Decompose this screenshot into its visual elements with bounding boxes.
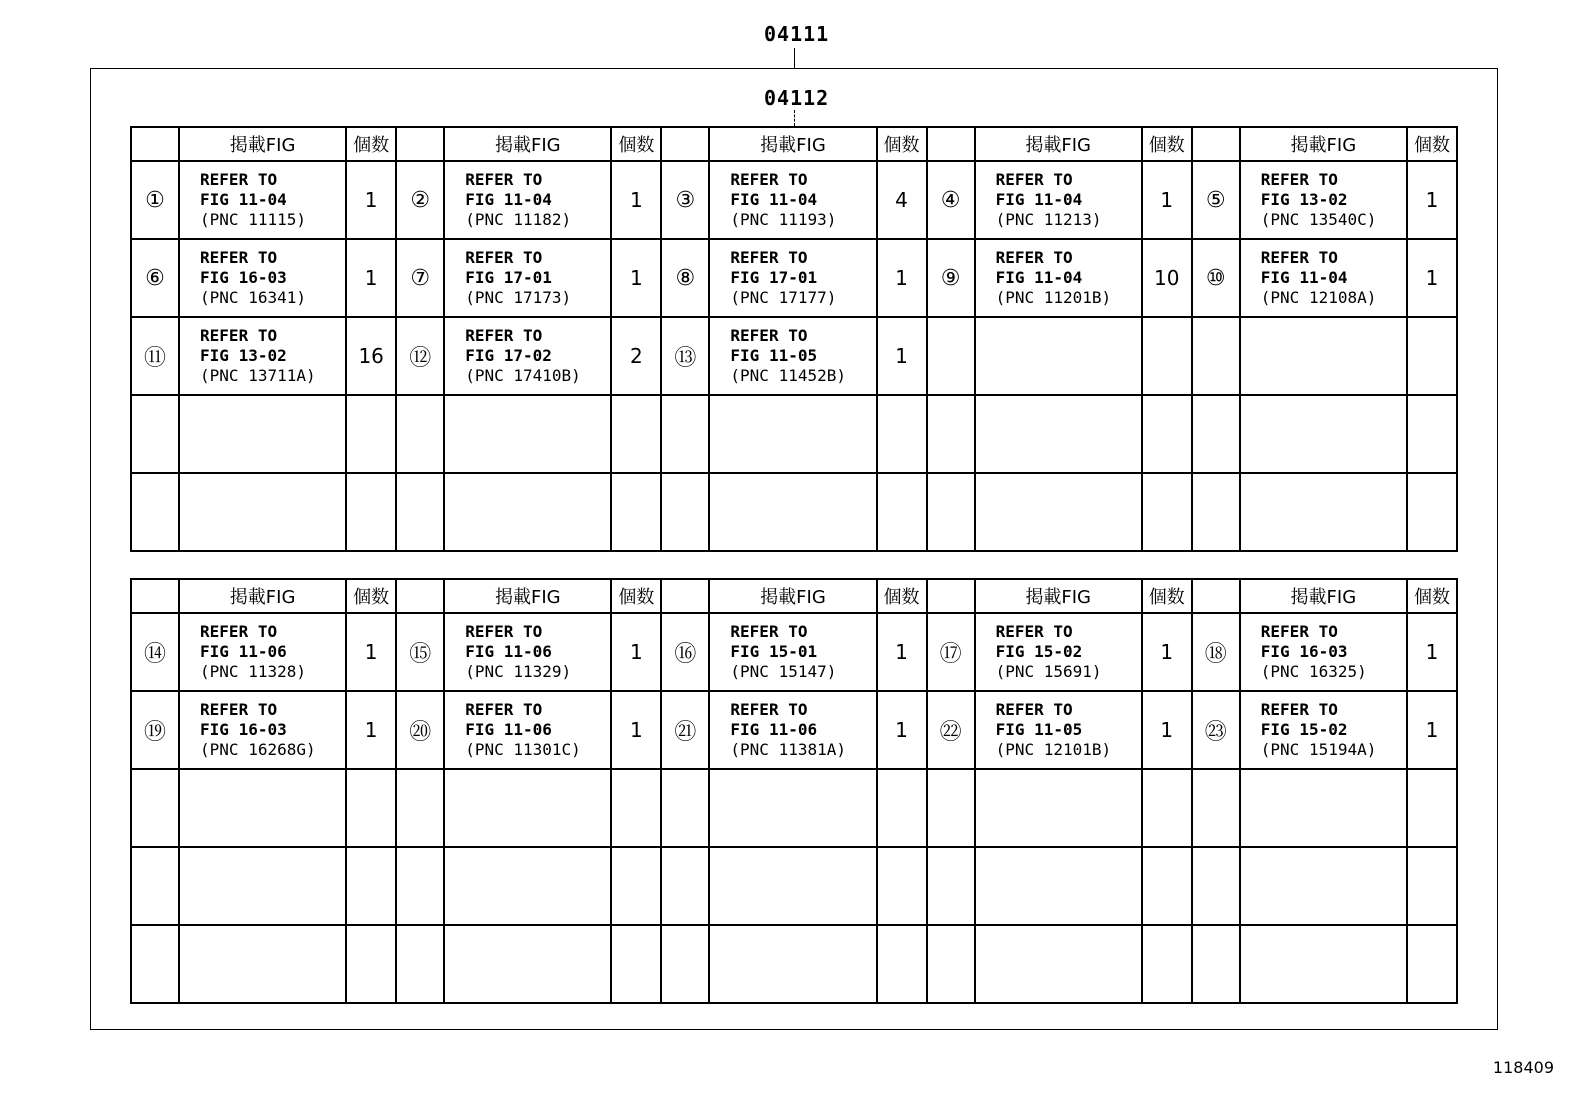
reference-line: REFER TO [465, 622, 543, 641]
quantity-cell [1407, 317, 1457, 395]
table-row [131, 239, 1457, 317]
reference-line: REFER TO [1260, 248, 1338, 267]
reference-cell [975, 161, 1142, 239]
header-fig-cell: 掲載FIG [709, 579, 876, 613]
quantity-cell: 1 [1407, 239, 1457, 317]
quantity-cell: 1 [346, 613, 396, 691]
callout-number [131, 395, 179, 473]
pnc-line: (PNC 11115) [200, 210, 306, 229]
reference-line: REFER TO [200, 326, 278, 345]
header-num-cell [927, 579, 975, 613]
callout-number: ㉑ [661, 691, 709, 769]
reference-cell [975, 613, 1142, 691]
reference-cell [1240, 317, 1407, 395]
reference-cell [179, 691, 346, 769]
reference-line: REFER TO [730, 326, 808, 345]
header-num-cell [661, 127, 709, 161]
reference-cell [179, 395, 346, 473]
table-row [131, 473, 1457, 551]
figure-line: FIG 11-06 [200, 642, 287, 661]
reference-cell [179, 769, 346, 847]
callout-number: ⑭ [131, 613, 179, 691]
quantity-cell [346, 925, 396, 1003]
header-qty-cell: 個数 [1407, 127, 1457, 161]
reference-line: REFER TO [730, 170, 808, 189]
figure-line: FIG 16-03 [200, 720, 287, 739]
header-qty-cell: 個数 [1407, 579, 1457, 613]
header-fig-cell: 掲載FIG [1240, 579, 1407, 613]
quantity-cell [1142, 769, 1192, 847]
callout-number: ㉒ [927, 691, 975, 769]
quantity-cell [346, 395, 396, 473]
callout-number [1192, 395, 1240, 473]
quantity-cell: 16 [346, 317, 396, 395]
figure-line: FIG 17-01 [465, 268, 552, 287]
table-row [131, 161, 1457, 239]
pnc-line: (PNC 13711A) [200, 366, 316, 385]
callout-number [131, 847, 179, 925]
reference-cell [975, 769, 1142, 847]
reference-cell [179, 161, 346, 239]
callout-number: ㉓ [1192, 691, 1240, 769]
assembly-label-04111: 04111 [764, 22, 830, 46]
reference-line: REFER TO [995, 700, 1073, 719]
figure-line: FIG 11-06 [465, 720, 552, 739]
figure-line: FIG 11-05 [730, 346, 818, 365]
reference-cell [444, 395, 611, 473]
reference-cell [1240, 161, 1407, 239]
header-fig-cell: 掲載FIG [709, 127, 876, 161]
reference-line: REFER TO [465, 248, 543, 267]
callout-number [131, 473, 179, 551]
reference-line: REFER TO [1260, 622, 1338, 641]
reference-cell [179, 847, 346, 925]
reference-cell [444, 161, 611, 239]
figure-line: FIG 11-05 [995, 720, 1083, 739]
callout-number: ⑨ [927, 239, 975, 317]
quantity-cell: 4 [877, 161, 927, 239]
reference-line: REFER TO [200, 622, 278, 641]
quantity-cell [611, 769, 661, 847]
pnc-line: (PNC 11201B) [995, 288, 1112, 307]
pnc-line: (PNC 16341) [200, 288, 306, 307]
quantity-cell [1142, 473, 1192, 551]
header-num-cell [927, 127, 975, 161]
callout-number: ⑮ [396, 613, 444, 691]
reference-cell [975, 691, 1142, 769]
quantity-cell [877, 847, 927, 925]
reference-line: REFER TO [200, 700, 278, 719]
callout-number [927, 317, 975, 395]
header-qty-cell: 個数 [346, 579, 396, 613]
figure-line: FIG 11-04 [465, 190, 552, 209]
header-fig-cell: 掲載FIG [444, 579, 611, 613]
quantity-cell [1142, 925, 1192, 1003]
header-qty-cell: 個数 [611, 127, 661, 161]
figure-line: FIG 11-04 [1260, 268, 1348, 287]
pnc-line: (PNC 11452B) [730, 366, 846, 385]
header-qty-cell: 個数 [877, 579, 927, 613]
header-num-cell [396, 579, 444, 613]
illustration-number: 118409 [1492, 1058, 1554, 1077]
callout-number: ⑧ [661, 239, 709, 317]
reference-cell [1240, 925, 1407, 1003]
reference-cell [1240, 613, 1407, 691]
callout-number [1192, 925, 1240, 1003]
quantity-cell [1407, 925, 1457, 1003]
callout-number [1192, 473, 1240, 551]
pnc-line: (PNC 17410B) [465, 366, 581, 385]
reference-line: REFER TO [465, 326, 543, 345]
reference-cell [709, 161, 876, 239]
reference-cell [444, 473, 611, 551]
quantity-cell [611, 847, 661, 925]
figure-line: FIG 15-01 [730, 642, 818, 661]
quantity-cell: 1 [877, 613, 927, 691]
reference-cell [444, 613, 611, 691]
callout-number: ⑫ [396, 317, 444, 395]
figure-line: FIG 15-02 [995, 642, 1083, 661]
callout-number [927, 925, 975, 1003]
reference-cell [1240, 691, 1407, 769]
quantity-cell: 2 [611, 317, 661, 395]
reference-line: REFER TO [730, 622, 808, 641]
callout-number [661, 395, 709, 473]
callout-number: ⑰ [927, 613, 975, 691]
reference-line: REFER TO [1260, 700, 1338, 719]
figure-line: FIG 16-03 [200, 268, 287, 287]
callout-number [661, 473, 709, 551]
reference-cell [709, 317, 876, 395]
quantity-cell: 10 [1142, 239, 1192, 317]
reference-cell [709, 395, 876, 473]
quantity-cell [1142, 847, 1192, 925]
callout-number: ⑩ [1192, 239, 1240, 317]
callout-number [131, 769, 179, 847]
reference-line: REFER TO [1260, 170, 1338, 189]
quantity-cell [877, 925, 927, 1003]
reference-line: REFER TO [465, 170, 543, 189]
reference-cell [975, 239, 1142, 317]
figure-line: FIG 11-04 [995, 268, 1083, 287]
header-fig-cell: 掲載FIG [975, 127, 1142, 161]
quantity-cell: 1 [611, 613, 661, 691]
quantity-cell: 1 [877, 317, 927, 395]
callout-number [1192, 769, 1240, 847]
figure-line: FIG 11-06 [465, 642, 552, 661]
reference-cell [444, 317, 611, 395]
callout-number [131, 925, 179, 1003]
reference-cell [179, 317, 346, 395]
reference-cell [444, 691, 611, 769]
header-qty-cell: 個数 [611, 579, 661, 613]
header-num-cell [661, 579, 709, 613]
pnc-line: (PNC 17173) [465, 288, 572, 307]
callout-number [396, 847, 444, 925]
quantity-cell [1142, 317, 1192, 395]
pnc-line: (PNC 12101B) [995, 740, 1112, 759]
reference-cell [1240, 239, 1407, 317]
quantity-cell: 1 [346, 691, 396, 769]
quantity-cell: 1 [611, 161, 661, 239]
reference-cell [1240, 473, 1407, 551]
quantity-cell: 1 [1407, 161, 1457, 239]
table-row [131, 847, 1457, 925]
quantity-cell: 1 [611, 691, 661, 769]
header-num-cell [1192, 579, 1240, 613]
reference-cell [444, 925, 611, 1003]
reference-line: REFER TO [730, 248, 808, 267]
reference-cell [709, 473, 876, 551]
header-qty-cell: 個数 [1142, 127, 1192, 161]
table-header-row [131, 127, 1457, 161]
reference-cell [179, 613, 346, 691]
quantity-cell: 1 [1142, 613, 1192, 691]
assembly-label-04112: 04112 [764, 86, 830, 110]
pnc-line: (PNC 11301C) [465, 740, 581, 759]
quantity-cell [346, 473, 396, 551]
header-fig-cell: 掲載FIG [1240, 127, 1407, 161]
reference-line: REFER TO [995, 622, 1073, 641]
callout-number [927, 395, 975, 473]
callout-number: ⑪ [131, 317, 179, 395]
reference-cell [975, 925, 1142, 1003]
figure-line: FIG 17-02 [465, 346, 552, 365]
reference-cell [179, 925, 346, 1003]
table-row [131, 769, 1457, 847]
quantity-cell: 1 [1142, 161, 1192, 239]
header-fig-cell: 掲載FIG [975, 579, 1142, 613]
header-num-cell [131, 127, 179, 161]
pnc-line: (PNC 16268G) [200, 740, 316, 759]
quantity-cell [877, 473, 927, 551]
quantity-cell: 1 [877, 691, 927, 769]
figure-line: FIG 13-02 [1260, 190, 1348, 209]
figure-line: FIG 15-02 [1260, 720, 1348, 739]
callout-number: ⑱ [1192, 613, 1240, 691]
table-row [131, 395, 1457, 473]
header-qty-cell: 個数 [1142, 579, 1192, 613]
callout-number [661, 847, 709, 925]
reference-cell [975, 473, 1142, 551]
reference-cell [709, 239, 876, 317]
quantity-cell [877, 395, 927, 473]
assembly-leader-line [794, 48, 795, 68]
quantity-cell: 1 [1142, 691, 1192, 769]
pnc-line: (PNC 15194A) [1260, 740, 1377, 759]
reference-line: REFER TO [730, 700, 808, 719]
callout-number: ⑦ [396, 239, 444, 317]
reference-cell [709, 925, 876, 1003]
table-header-row [131, 579, 1457, 613]
callout-number: ⑲ [131, 691, 179, 769]
figure-line: FIG 11-04 [200, 190, 287, 209]
reference-cell [709, 769, 876, 847]
pnc-line: (PNC 17177) [730, 288, 837, 307]
callout-number: ⑬ [661, 317, 709, 395]
table-row [131, 317, 1457, 395]
callout-number [927, 769, 975, 847]
reference-cell [975, 317, 1142, 395]
quantity-cell: 1 [1407, 691, 1457, 769]
quantity-cell: 1 [1407, 613, 1457, 691]
pnc-line: (PNC 16325) [1260, 662, 1367, 681]
pnc-line: (PNC 11182) [465, 210, 572, 229]
table-row [131, 613, 1457, 691]
callout-number [927, 473, 975, 551]
reference-line: REFER TO [995, 248, 1073, 267]
table-row [131, 925, 1457, 1003]
callout-number [396, 925, 444, 1003]
quantity-cell [877, 769, 927, 847]
figure-line: FIG 16-03 [1260, 642, 1348, 661]
quantity-cell: 1 [611, 239, 661, 317]
reference-cell [1240, 395, 1407, 473]
reference-line: REFER TO [200, 170, 278, 189]
quantity-cell [1142, 395, 1192, 473]
reference-cell [709, 847, 876, 925]
quantity-cell [1407, 847, 1457, 925]
parts-table-lower [130, 578, 1458, 1004]
callout-number [661, 925, 709, 1003]
quantity-cell: 1 [346, 161, 396, 239]
pnc-line: (PNC 11193) [730, 210, 837, 229]
callout-number: ② [396, 161, 444, 239]
figure-line: FIG 17-01 [730, 268, 818, 287]
callout-number [661, 769, 709, 847]
callout-number [396, 473, 444, 551]
reference-cell [975, 395, 1142, 473]
callout-number: ⑳ [396, 691, 444, 769]
callout-number [396, 769, 444, 847]
callout-number [1192, 847, 1240, 925]
callout-number [927, 847, 975, 925]
quantity-cell: 1 [877, 239, 927, 317]
reference-cell [444, 847, 611, 925]
quantity-cell [611, 473, 661, 551]
pnc-line: (PNC 15691) [995, 662, 1102, 681]
quantity-cell [346, 847, 396, 925]
figure-line: FIG 11-04 [730, 190, 818, 209]
quantity-cell [1407, 395, 1457, 473]
callout-number: ④ [927, 161, 975, 239]
reference-cell [179, 473, 346, 551]
header-num-cell [131, 579, 179, 613]
reference-cell [1240, 769, 1407, 847]
quantity-cell [611, 925, 661, 1003]
header-fig-cell: 掲載FIG [179, 579, 346, 613]
quantity-cell [1407, 769, 1457, 847]
callout-number: ③ [661, 161, 709, 239]
pnc-line: (PNC 11213) [995, 210, 1102, 229]
callout-number: ⑯ [661, 613, 709, 691]
header-fig-cell: 掲載FIG [179, 127, 346, 161]
quantity-cell [1407, 473, 1457, 551]
callout-number [396, 395, 444, 473]
figure-line: FIG 11-06 [730, 720, 818, 739]
quantity-cell: 1 [346, 239, 396, 317]
pnc-line: (PNC 11381A) [730, 740, 846, 759]
reference-cell [444, 769, 611, 847]
pnc-line: (PNC 12108A) [1260, 288, 1377, 307]
callout-number: ⑥ [131, 239, 179, 317]
header-num-cell [1192, 127, 1240, 161]
reference-cell [709, 613, 876, 691]
pnc-line: (PNC 11328) [200, 662, 306, 681]
reference-cell [444, 239, 611, 317]
quantity-cell [611, 395, 661, 473]
reference-cell [179, 239, 346, 317]
pnc-line: (PNC 15147) [730, 662, 837, 681]
callout-number [1192, 317, 1240, 395]
parts-table-upper [130, 126, 1458, 552]
reference-cell [1240, 847, 1407, 925]
figure-line: FIG 11-04 [995, 190, 1083, 209]
header-qty-cell: 個数 [877, 127, 927, 161]
callout-number: ⑤ [1192, 161, 1240, 239]
reference-line: REFER TO [200, 248, 278, 267]
header-qty-cell: 個数 [346, 127, 396, 161]
sub-assembly-leader-line [794, 110, 795, 126]
header-num-cell [396, 127, 444, 161]
header-fig-cell: 掲載FIG [444, 127, 611, 161]
reference-cell [709, 691, 876, 769]
pnc-line: (PNC 13540C) [1260, 210, 1377, 229]
reference-line: REFER TO [995, 170, 1073, 189]
pnc-line: (PNC 11329) [465, 662, 572, 681]
reference-line: REFER TO [465, 700, 543, 719]
reference-cell [975, 847, 1142, 925]
table-row [131, 691, 1457, 769]
figure-line: FIG 13-02 [200, 346, 287, 365]
quantity-cell [346, 769, 396, 847]
callout-number: ① [131, 161, 179, 239]
